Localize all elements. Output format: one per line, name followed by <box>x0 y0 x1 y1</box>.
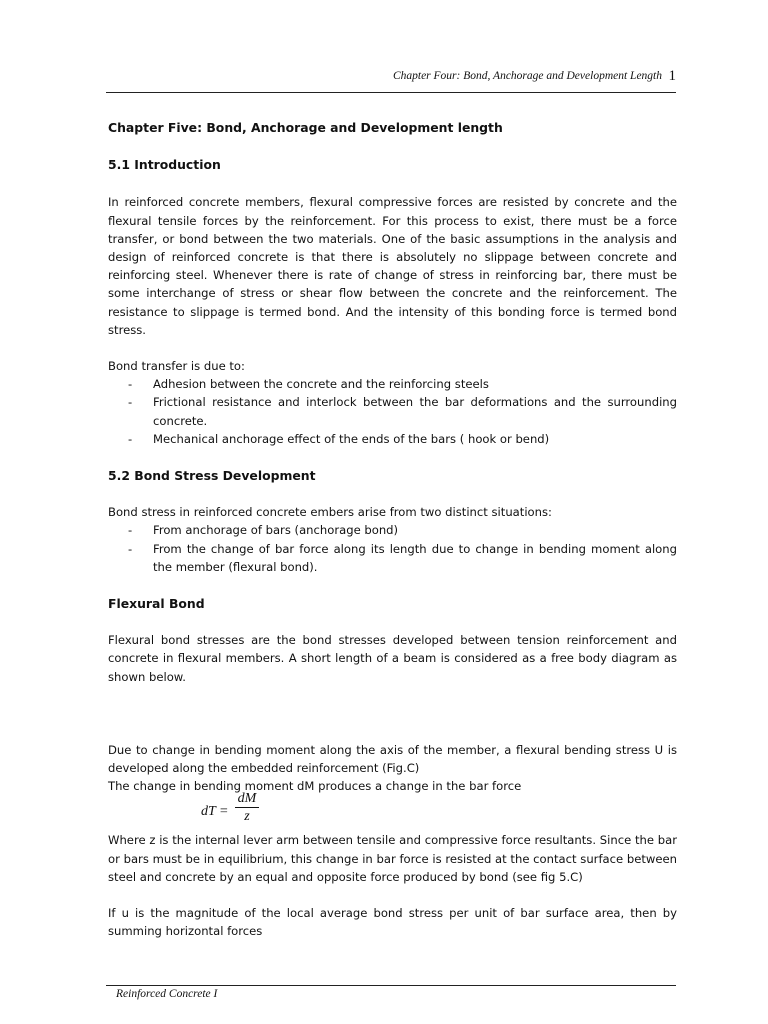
footer-text: Reinforced Concrete I <box>116 988 218 1000</box>
bond-transfer-list <box>108 375 677 448</box>
running-footer <box>106 985 676 1000</box>
page-number: 1 <box>668 68 676 84</box>
formula-lhs: dT = <box>201 804 229 820</box>
bond-stress-intro: Bond stress in reinforced concrete embers arise from two distinct situations: <box>108 505 552 520</box>
list-item: - Mechanical anchorage effect of the ends of the bars ( hook or bend) <box>108 430 677 448</box>
bond-stress-list <box>108 521 677 576</box>
intro-paragraph: In reinforced concrete members, flexural compressive forces are resisted by concrete and the flexural tensile forces by the reinforcement. For this process to exist, there must be a force transfer, or bond between the two materials. One of the basic assumptions in the analysis and design of reinforced concrete is that there is absolutely no slippage between concrete and reinforcing steel. Whenever there is rate of change of stress in reinforcing bar, there must be some interchange of stress or shear flow between the concrete and the reinforcement. The resistance to slippage is termed bond. And the intensity of this bonding force is termed bond stress. <box>108 195 677 337</box>
bar-force-line: The change in bending moment dM produces a change in the bar force <box>108 779 522 794</box>
formula-denominator: z <box>244 809 250 825</box>
list-item: - From anchorage of bars (anchorage bond) <box>108 521 677 539</box>
running-header <box>106 70 676 93</box>
list-item: - From the change of bar force along its length due to change in bending moment along the member (flexural bond). <box>108 540 677 576</box>
bond-stress-summing-paragraph: If u is the magnitude of the local average bond stress per unit of bar surface area, then by summing horizontal forces <box>108 906 677 939</box>
section-1-heading: 5.1 Introduction <box>108 157 221 173</box>
chapter-title: Chapter Five: Bond, Anchorage and Development length <box>108 120 503 135</box>
formula-numerator: dM <box>235 791 259 808</box>
bond-transfer-intro: Bond transfer is due to: <box>108 359 245 374</box>
bending-stress-paragraph: Due to change in bending moment along the axis of the member, a flexural bending stress U is developed along the embedded reinforcement (Fig.C) <box>108 742 677 776</box>
flexural-bond-paragraph: Flexural bond stresses are the bond stresses developed between tension reinforcement and concrete in flexural members. A short length of a beam is considered as a free body diagram as shown below. <box>108 633 677 684</box>
flexural-bond-heading: Flexural Bond <box>108 596 205 612</box>
bar-force-formula <box>108 791 677 831</box>
list-item: - Frictional resistance and interlock between the bar deformations and the surrounding concrete. <box>108 393 677 429</box>
formula-fraction <box>235 791 259 826</box>
list-item: - Adhesion between the concrete and the reinforcing steels <box>108 375 677 393</box>
lever-arm-paragraph: Where z is the internal lever arm between tensile and compressive force resultants. Since the bar or bars must be in equilibrium, this change in bar force is resisted at the contact surface between steel and concrete by an equal and opposite force produced by bond (see fig 5.C) <box>108 833 677 884</box>
page-content <box>108 116 677 941</box>
section-2-heading: 5.2 Bond Stress Development <box>108 468 316 484</box>
header-title: Chapter Four: Bond, Anchorage and Development Length <box>392 70 662 82</box>
